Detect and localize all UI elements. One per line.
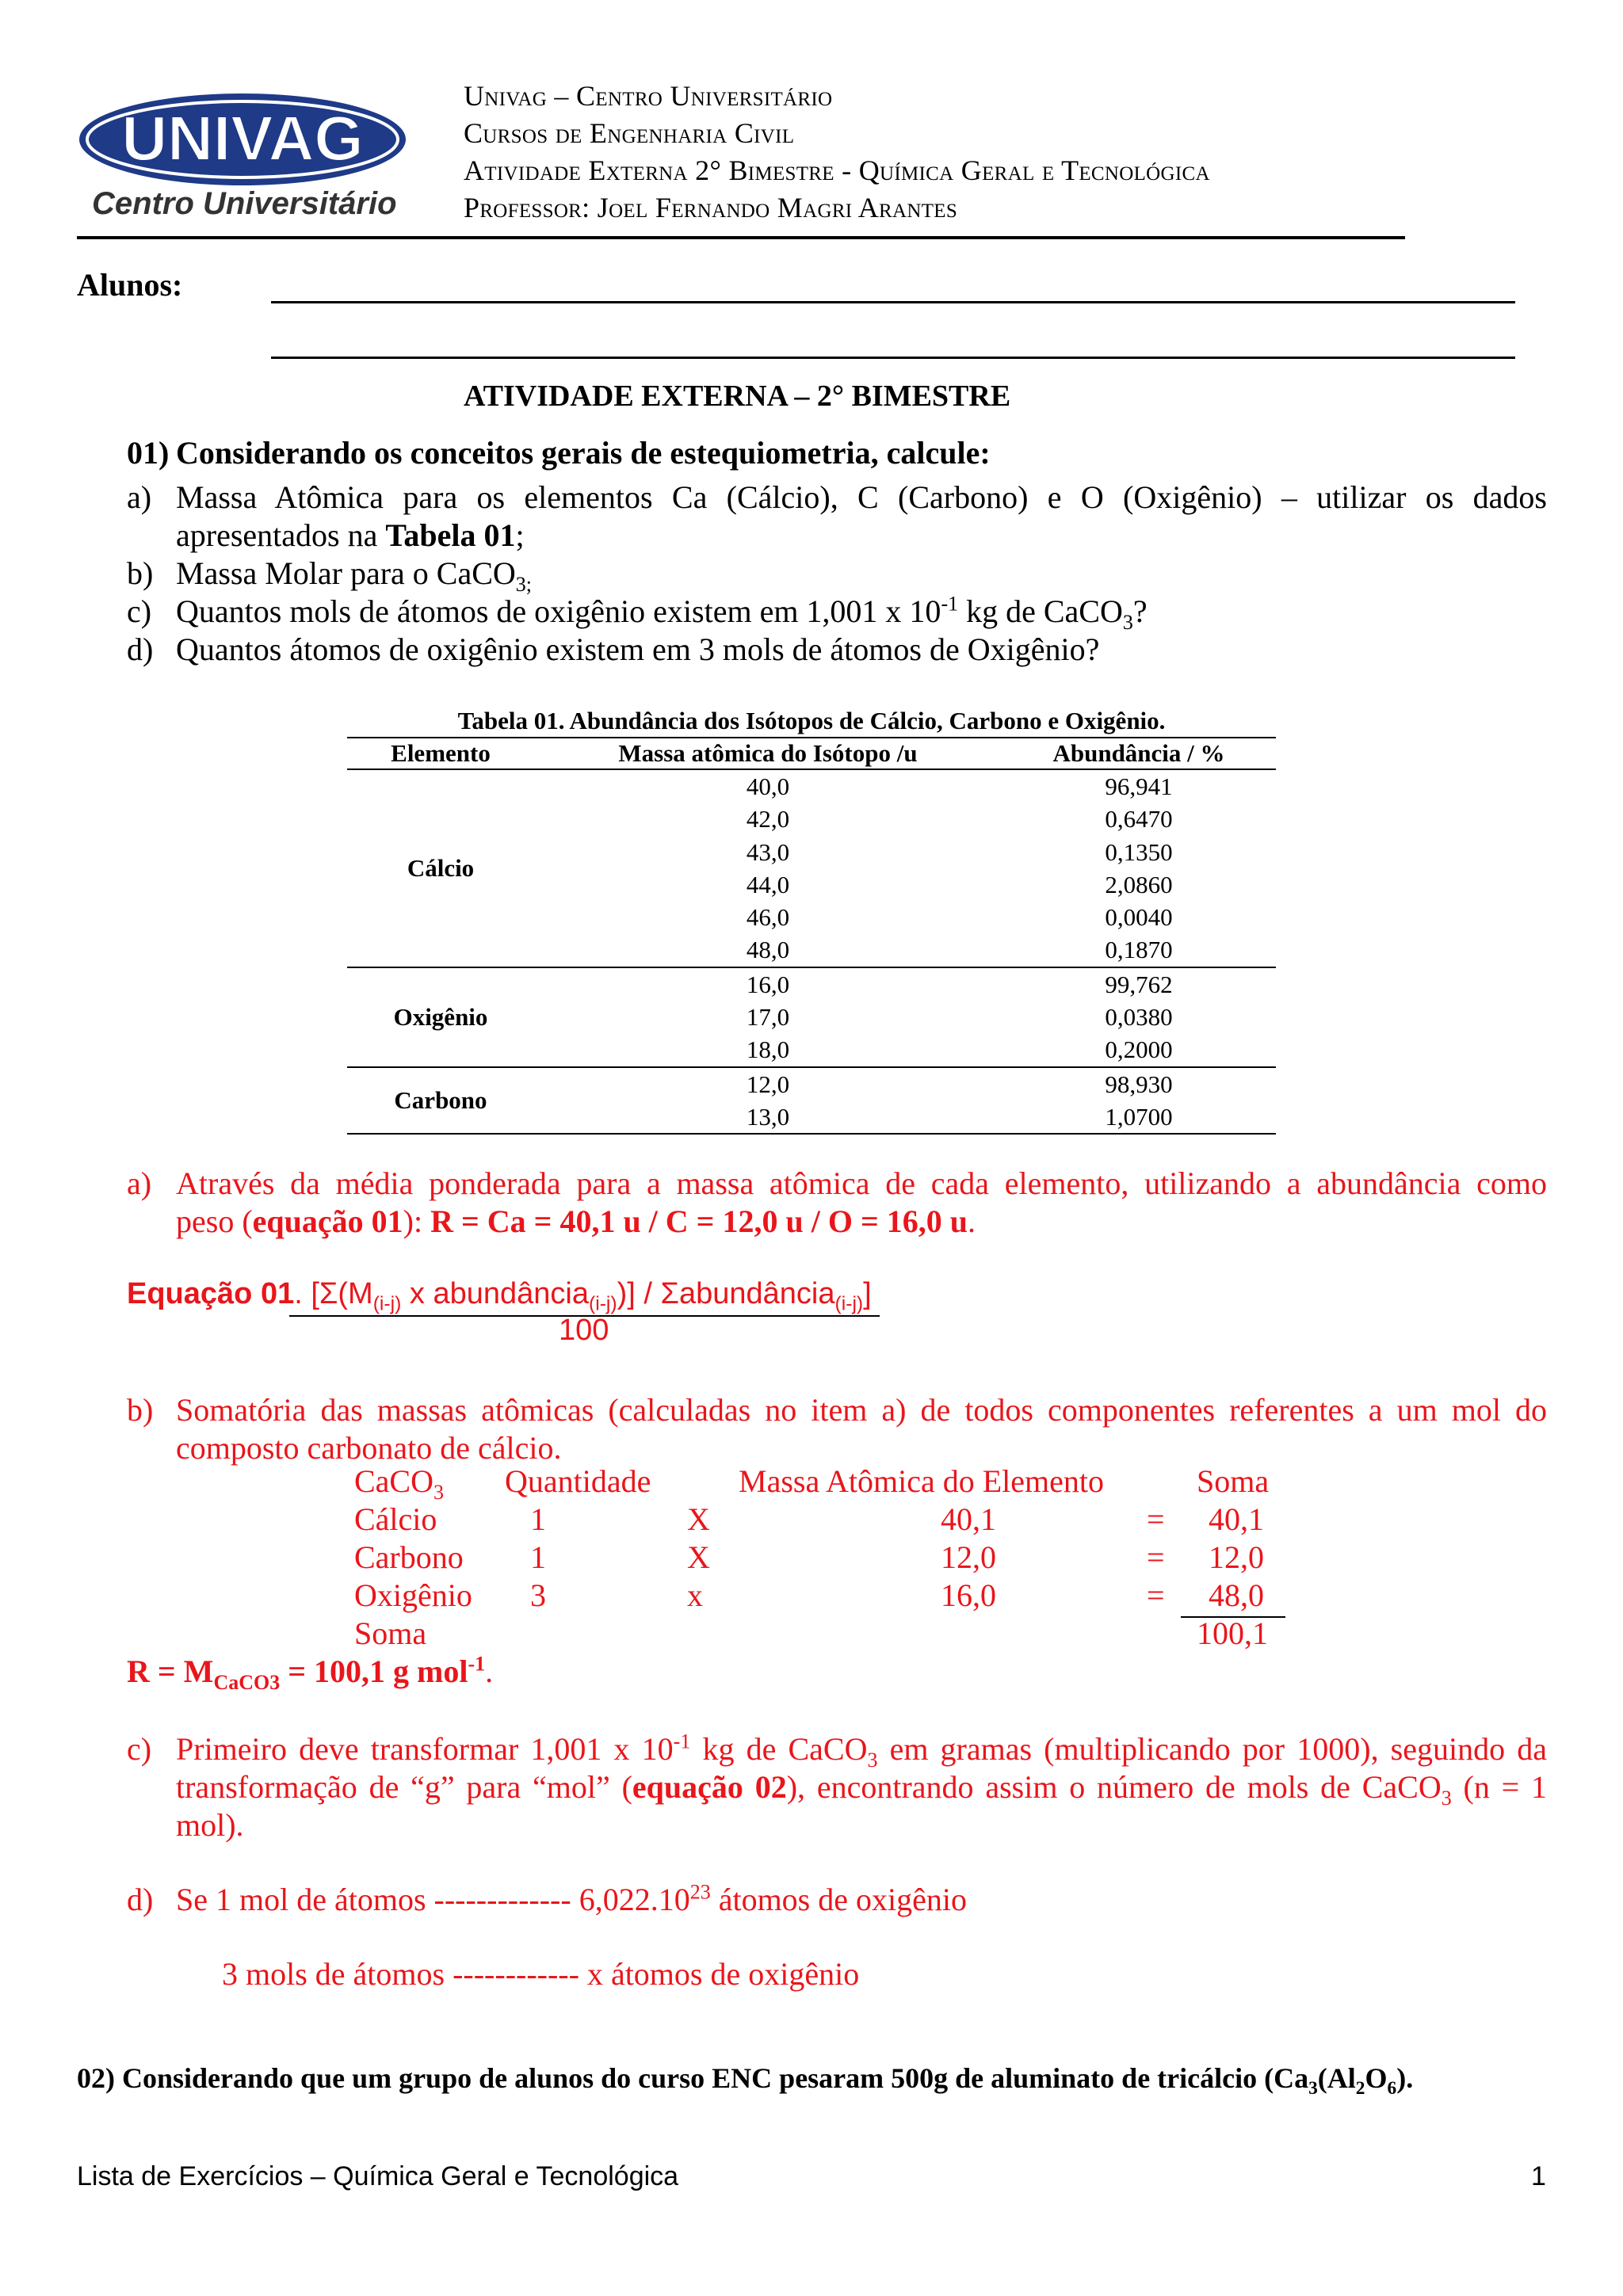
calc-quantity: 1 <box>530 1501 546 1537</box>
answer-c <box>127 1730 1547 1772</box>
isotope-mass-cell: 40,0 <box>746 772 790 800</box>
calc-total-value: 100,1 <box>1197 1615 1268 1651</box>
answer-text: Primeiro deve transformar 1,001 x 10 <box>176 1731 674 1767</box>
header-line-professor: Professor: Joel Fernando Magri Arantes <box>464 192 958 223</box>
equation-01 <box>127 1277 872 1315</box>
question-2 <box>77 2061 1414 2100</box>
item-text: apresentados na <box>176 517 386 553</box>
page-number: 1 <box>1531 2161 1546 2191</box>
calc-header-mass: Massa Atômica do Elemento <box>739 1463 1105 1499</box>
item-text: kg de CaCO <box>958 593 1123 629</box>
isotope-data-table <box>347 737 1276 1135</box>
calc-mass: 12,0 <box>941 1539 996 1575</box>
calc-element: Oxigênio <box>354 1577 472 1613</box>
isotope-mass-cell: 12,0 <box>746 1070 790 1098</box>
abundance-cell: 0,1350 <box>1105 837 1173 866</box>
table-row <box>347 967 1276 1001</box>
calc-times: x <box>687 1577 703 1613</box>
answer-b-cont: composto carbonato de cálcio. <box>176 1430 562 1466</box>
table-row <box>347 769 1276 803</box>
table-row <box>347 1067 1276 1100</box>
subscript: (i-j) <box>588 1293 617 1315</box>
superscript: -1 <box>468 1652 486 1676</box>
answer-text: Através da média ponderada para a massa atômica de cada elemento, utilizando a abundância como <box>176 1165 1547 1201</box>
calc-subtotal: 12,0 <box>1209 1539 1264 1575</box>
item-text: ? <box>1132 593 1148 629</box>
footer-title: Lista de Exercícios – Química Geral e Tecnológica <box>77 2161 679 2191</box>
isotope-table <box>347 705 1276 1135</box>
item-label: d) <box>127 631 154 667</box>
item-text: Massa Molar para o CaCO <box>176 555 516 591</box>
abundance-cell: 2,0860 <box>1105 870 1173 898</box>
sum-underline <box>1181 1616 1285 1618</box>
item-label: d) <box>127 1882 154 1917</box>
answer-result: = 100,1 g mol <box>280 1653 468 1689</box>
answer-b-result <box>127 1652 494 1694</box>
subscript: CaCO3 <box>213 1671 281 1694</box>
subscript: (i-j) <box>372 1293 402 1315</box>
question-1-text: Considerando os conceitos gerais de estequiometria, calcule: <box>176 435 991 471</box>
answer-text: átomos de oxigênio <box>710 1882 967 1917</box>
subscript: 3 <box>867 1749 878 1772</box>
item-label: c) <box>127 1731 152 1767</box>
superscript: -1 <box>941 592 959 616</box>
answer-b <box>127 1391 1547 1429</box>
answer-text: (n = 1 <box>1451 1769 1547 1805</box>
answer-d <box>127 1881 967 1919</box>
col-header-mass: Massa atômica do Isótopo /u <box>534 738 1002 769</box>
element-name-cell: Carbono <box>347 1067 534 1135</box>
isotope-mass-cell: 42,0 <box>746 805 790 833</box>
alunos-label: Alunos: <box>77 267 183 303</box>
question-1b <box>127 555 533 596</box>
header-text <box>464 78 1210 227</box>
equation-text: . [Σ(M <box>294 1277 373 1310</box>
item-text: Quantos átomos de oxigênio existem em 3 mols de átomos de Oxigênio? <box>176 631 1100 667</box>
answer-a <box>127 1165 1547 1203</box>
calc-quantity: 1 <box>530 1539 546 1575</box>
calc-element: Carbono <box>354 1539 464 1575</box>
answer-c-end: mol). <box>176 1807 244 1843</box>
isotope-mass-cell: 46,0 <box>746 903 790 932</box>
question-2-text: ). <box>1396 2062 1414 2094</box>
superscript: -1 <box>673 1730 691 1753</box>
calc-subtotal: 40,1 <box>1209 1501 1264 1537</box>
subscript: 3 <box>1441 1787 1452 1810</box>
element-name-cell: Cálcio <box>347 769 534 967</box>
isotope-mass-cell: 13,0 <box>534 1100 1002 1134</box>
abundance-cell: 98,930 <box>1105 1070 1173 1098</box>
equation-text: x abundância <box>401 1277 589 1310</box>
calc-equals: = <box>1147 1539 1165 1575</box>
answer-text: transformação de “g” para “mol” ( <box>176 1769 632 1805</box>
isotope-mass-cell: 16,0 <box>746 970 790 998</box>
answer-text: . <box>485 1653 494 1689</box>
answer-text: peso ( <box>176 1203 253 1239</box>
isotope-mass-cell: 48,0 <box>534 933 1002 967</box>
isotope-mass-cell: 18,0 <box>534 1033 1002 1066</box>
item-label: a) <box>127 479 152 515</box>
abundance-cell: 0,2000 <box>1002 1033 1276 1066</box>
item-label: a) <box>127 1165 152 1201</box>
calc-subtotal: 48,0 <box>1209 1577 1264 1613</box>
calc-mass: 16,0 <box>941 1577 996 1613</box>
answer-result: R = M <box>127 1653 214 1689</box>
abundance-cell: 0,6470 <box>1105 805 1173 833</box>
answer-text: ): <box>403 1203 431 1239</box>
table-caption: Tabela 01. Abundância dos Isótopos de Cálcio, Carbono e Oxigênio. <box>457 707 1166 734</box>
subscript: 6 <box>1387 2078 1397 2100</box>
question-1a <box>127 479 1547 517</box>
logo-wordmark: UNIVAG <box>121 103 364 174</box>
calc-element: Cálcio <box>354 1501 437 1537</box>
subscript: 2 <box>1355 2078 1365 2100</box>
univag-logo <box>76 87 409 238</box>
answer-text: . <box>968 1203 976 1239</box>
item-label: c) <box>127 593 152 629</box>
item-text: Quantos mols de átomos de oxigênio existem em 1,001 x 10 <box>176 593 941 629</box>
answer-text: Se 1 mol de átomos ------------- 6,022.10 <box>176 1882 690 1917</box>
calc-times: X <box>687 1539 710 1575</box>
equation-text: )] / Σabundância <box>617 1277 835 1310</box>
header-line-institution: Univag – Centro Universitário <box>464 80 833 112</box>
abundance-cell: 0,1870 <box>1002 933 1276 967</box>
calc-header-sum: Soma <box>1197 1463 1270 1499</box>
subscript: 3; <box>515 573 533 596</box>
abundance-cell: 0,0380 <box>1105 1003 1173 1032</box>
question-2-text: (Al <box>1317 2062 1356 2094</box>
question-1c <box>127 592 1148 634</box>
abundance-cell: 1,0700 <box>1002 1100 1276 1134</box>
calc-quantity: 3 <box>530 1577 546 1613</box>
answer-text: ), encontrando assim o número de mols de CaCO <box>786 1769 1442 1805</box>
col-header-element: Elemento <box>347 738 534 769</box>
equation-ref: equação 02 <box>632 1769 787 1805</box>
abundance-cell: 96,941 <box>1105 772 1173 800</box>
subscript: 3 <box>1122 611 1133 634</box>
question-1-prompt <box>127 434 991 472</box>
question-1-number: 01) <box>127 435 170 471</box>
logo-subtext: Centro Universitário <box>92 186 397 221</box>
item-text: ; <box>515 517 525 553</box>
answer-d-cont: 3 mols de átomos ------------ x átomos de oxigênio <box>222 1956 860 1992</box>
calc-total-label: Soma <box>354 1615 427 1651</box>
table-ref: Tabela 01 <box>385 517 516 553</box>
abundance-cell: 0,0040 <box>1105 903 1173 932</box>
isotope-mass-cell: 43,0 <box>746 837 790 866</box>
header-line-activity: Atividade Externa 2° Bimestre - Química Geral e Tecnológica <box>464 154 1210 186</box>
calc-mass: 40,1 <box>941 1501 996 1537</box>
question-1a-cont <box>176 517 525 555</box>
calc-header-compound: CaCO$_3$ <box>354 1463 444 1504</box>
superscript: 23 <box>689 1880 711 1904</box>
question-2-text: O <box>1365 2062 1388 2094</box>
isotope-mass-cell: 17,0 <box>746 1003 790 1032</box>
answer-result: R = Ca = 40,1 u / C = 12,0 u / O = 16,0 u <box>430 1203 968 1239</box>
subscript: 3 <box>1308 2078 1318 2100</box>
page-title: ATIVIDADE EXTERNA – 2° BIMESTRE <box>464 379 1011 413</box>
calc-equals: = <box>1147 1577 1165 1613</box>
equation-label: Equação 01 <box>127 1277 295 1310</box>
equation-denominator: 100 <box>559 1314 609 1347</box>
element-name-cell: Oxigênio <box>347 967 534 1067</box>
subscript: (i-j) <box>834 1293 864 1315</box>
equation-ref: equação 01 <box>252 1203 403 1239</box>
calc-equals: = <box>1147 1501 1165 1537</box>
item-text: Massa Atômica para os elementos Ca (Cálcio), C (Carbono) e O (Oxigênio) – utilizar os dados <box>176 479 1547 515</box>
answer-a-cont <box>176 1203 976 1241</box>
item-label: b) <box>127 555 154 591</box>
equation-text: ] <box>863 1277 872 1310</box>
header-line-course: Cursos de Engenharia Civil <box>464 117 795 149</box>
answer-c-cont <box>176 1768 1547 1810</box>
question-2-text: 02) Considerando que um grupo de alunos do curso ENC pesaram 500g de aluminato de tricálcio (Ca <box>77 2062 1309 2094</box>
item-label: b) <box>127 1392 154 1428</box>
abundance-cell: 99,762 <box>1105 970 1173 998</box>
header-divider <box>77 236 1405 239</box>
calc-header-quantity: Quantidade <box>505 1463 651 1499</box>
isotope-mass-cell: 44,0 <box>746 870 790 898</box>
calc-times: X <box>687 1501 710 1537</box>
alunos-blank-line-2 <box>271 357 1515 359</box>
question-1d <box>127 631 1099 669</box>
alunos-blank-line-1 <box>271 301 1515 303</box>
answer-text: kg de CaCO <box>690 1731 868 1767</box>
answer-text: em gramas (multiplicando por 1000), seguindo da <box>877 1731 1547 1767</box>
col-header-abundance: Abundância / % <box>1002 738 1276 769</box>
answer-text: Somatória das massas atômicas (calculadas no item a) de todos componentes referentes a um mol do <box>176 1392 1547 1428</box>
